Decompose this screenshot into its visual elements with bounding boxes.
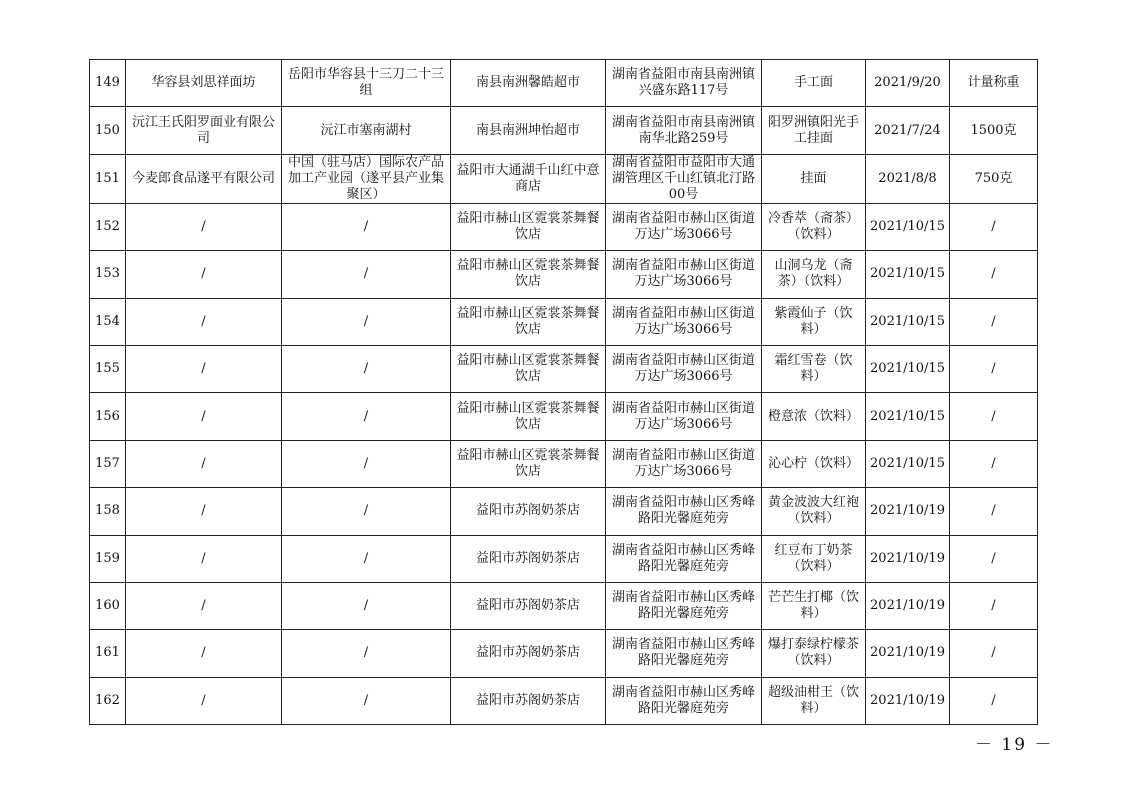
seller-address-cell: 湖南省益阳市赫山区秀峰路阳光馨庭苑旁	[606, 630, 762, 677]
row-number-cell: 154	[90, 298, 126, 345]
specification-cell: /	[950, 535, 1038, 582]
specification-cell: /	[950, 582, 1038, 629]
seller-address-cell: 湖南省益阳市南县南洲镇南华北路259号	[606, 107, 762, 154]
page-number: － 19 －	[975, 735, 1054, 755]
row-number-cell: 150	[90, 107, 126, 154]
table-row	[90, 154, 1038, 203]
seller-name-cell: 益阳市赫山区霓裳茶舞餐饮店	[451, 203, 606, 250]
product-name-cell: 冷香萃（斋茶）（饮料）	[762, 203, 866, 250]
seller-address-cell: 湖南省益阳市赫山区街道万达广场3066号	[606, 393, 762, 440]
table-row	[90, 107, 1038, 154]
table-row	[90, 582, 1038, 629]
product-name-cell: 芒芒生打椰（饮料）	[762, 582, 866, 629]
production-date-cell: 2021/10/19	[866, 535, 950, 582]
seller-address-cell: 湖南省益阳市赫山区街道万达广场3066号	[606, 440, 762, 487]
producer-address-cell: /	[282, 535, 451, 582]
product-name-cell: 红豆布丁奶茶（饮料）	[762, 535, 866, 582]
seller-address-cell: 湖南省益阳市赫山区秀峰路阳光馨庭苑旁	[606, 535, 762, 582]
producer-name-cell: /	[126, 488, 282, 535]
producer-address-cell: /	[282, 440, 451, 487]
specification-cell: 计量称重	[950, 60, 1038, 107]
row-number-cell: 156	[90, 393, 126, 440]
production-date-cell: 2021/10/15	[866, 345, 950, 392]
table-row	[90, 488, 1038, 535]
producer-name-cell: /	[126, 203, 282, 250]
producer-name-cell: /	[126, 582, 282, 629]
seller-address-cell: 湖南省益阳市赫山区街道万达广场3066号	[606, 345, 762, 392]
product-name-cell: 爆打泰绿柠檬茶（饮料）	[762, 630, 866, 677]
production-date-cell: 2021/9/20	[866, 60, 950, 107]
row-number-cell: 161	[90, 630, 126, 677]
producer-address-cell: 岳阳市华容县十三刀二十三组	[282, 60, 451, 107]
row-number-cell: 159	[90, 535, 126, 582]
producer-name-cell: /	[126, 677, 282, 724]
seller-name-cell: 益阳市赫山区霓裳茶舞餐饮店	[451, 345, 606, 392]
table-row	[90, 677, 1038, 724]
producer-name-cell: /	[126, 630, 282, 677]
table-row	[90, 440, 1038, 487]
seller-name-cell: 益阳市苏阁奶茶店	[451, 582, 606, 629]
production-date-cell: 2021/10/15	[866, 298, 950, 345]
product-name-cell: 阳罗洲镇阳光手工挂面	[762, 107, 866, 154]
specification-cell: /	[950, 440, 1038, 487]
seller-name-cell: 益阳市赫山区霓裳茶舞餐饮店	[451, 298, 606, 345]
producer-name-cell: /	[126, 345, 282, 392]
producer-address-cell: /	[282, 345, 451, 392]
producer-address-cell: /	[282, 630, 451, 677]
seller-name-cell: 益阳市赫山区霓裳茶舞餐饮店	[451, 393, 606, 440]
producer-name-cell: /	[126, 393, 282, 440]
seller-name-cell: 益阳市苏阁奶茶店	[451, 488, 606, 535]
producer-name-cell: 沅江王氏阳罗面业有限公司	[126, 107, 282, 154]
specification-cell: 750克	[950, 154, 1038, 203]
production-date-cell: 2021/10/19	[866, 488, 950, 535]
specification-cell: /	[950, 345, 1038, 392]
production-date-cell: 2021/10/19	[866, 630, 950, 677]
product-name-cell: 橙意浓（饮料）	[762, 393, 866, 440]
table-row	[90, 630, 1038, 677]
producer-name-cell: /	[126, 251, 282, 298]
row-number-cell: 155	[90, 345, 126, 392]
production-date-cell: 2021/10/15	[866, 393, 950, 440]
production-date-cell: 2021/10/19	[866, 582, 950, 629]
product-name-cell: 霜红雪卷（饮料）	[762, 345, 866, 392]
seller-address-cell: 湖南省益阳市赫山区秀峰路阳光馨庭苑旁	[606, 488, 762, 535]
producer-name-cell: 华容县刘思祥面坊	[126, 60, 282, 107]
seller-name-cell: 益阳市赫山区霓裳茶舞餐饮店	[451, 440, 606, 487]
table-row	[90, 60, 1038, 107]
table-row	[90, 345, 1038, 392]
table-row	[90, 298, 1038, 345]
production-date-cell: 2021/10/15	[866, 440, 950, 487]
producer-address-cell: /	[282, 582, 451, 629]
producer-address-cell: 中国（驻马店）国际农产品加工产业园（遂平县产业集聚区）	[282, 154, 451, 203]
product-name-cell: 手工面	[762, 60, 866, 107]
table-row	[90, 393, 1038, 440]
seller-name-cell: 南县南洲坤怡超市	[451, 107, 606, 154]
producer-address-cell: /	[282, 393, 451, 440]
seller-address-cell: 湖南省益阳市赫山区街道万达广场3066号	[606, 251, 762, 298]
producer-name-cell: /	[126, 440, 282, 487]
row-number-cell: 162	[90, 677, 126, 724]
seller-name-cell: 益阳市苏阁奶茶店	[451, 535, 606, 582]
product-name-cell: 山洞乌龙（斋茶）（饮料）	[762, 251, 866, 298]
table-row	[90, 251, 1038, 298]
seller-address-cell: 湖南省益阳市益阳市大通湖管理区千山红镇北汀路00号	[606, 154, 762, 203]
seller-name-cell: 益阳市苏阁奶茶店	[451, 677, 606, 724]
producer-name-cell: /	[126, 298, 282, 345]
row-number-cell: 160	[90, 582, 126, 629]
product-name-cell: 紫霞仙子（饮料）	[762, 298, 866, 345]
producer-address-cell: /	[282, 488, 451, 535]
row-number-cell: 153	[90, 251, 126, 298]
specification-cell: /	[950, 203, 1038, 250]
seller-name-cell: 南县南洲馨皓超市	[451, 60, 606, 107]
table-body	[90, 60, 1038, 725]
row-number-cell: 152	[90, 203, 126, 250]
production-date-cell: 2021/10/15	[866, 251, 950, 298]
specification-cell: /	[950, 630, 1038, 677]
row-number-cell: 151	[90, 154, 126, 203]
production-date-cell: 2021/7/24	[866, 107, 950, 154]
producer-name-cell: 今麦郎食品遂平有限公司	[126, 154, 282, 203]
seller-address-cell: 湖南省益阳市南县南洲镇兴盛东路117号	[606, 60, 762, 107]
product-name-cell: 黄金波波大红袍（饮料）	[762, 488, 866, 535]
seller-name-cell: 益阳市苏阁奶茶店	[451, 630, 606, 677]
producer-address-cell: /	[282, 298, 451, 345]
row-number-cell: 157	[90, 440, 126, 487]
specification-cell: 1500克	[950, 107, 1038, 154]
table-row	[90, 203, 1038, 250]
seller-address-cell: 湖南省益阳市赫山区街道万达广场3066号	[606, 298, 762, 345]
specification-cell: /	[950, 393, 1038, 440]
specification-cell: /	[950, 488, 1038, 535]
seller-address-cell: 湖南省益阳市赫山区秀峰路阳光馨庭苑旁	[606, 582, 762, 629]
producer-name-cell: /	[126, 535, 282, 582]
product-name-cell: 沁心柠（饮料）	[762, 440, 866, 487]
producer-address-cell: /	[282, 677, 451, 724]
specification-cell: /	[950, 677, 1038, 724]
production-date-cell: 2021/8/8	[866, 154, 950, 203]
production-date-cell: 2021/10/15	[866, 203, 950, 250]
seller-name-cell: 益阳市赫山区霓裳茶舞餐饮店	[451, 251, 606, 298]
producer-address-cell: 沅江市塞南湖村	[282, 107, 451, 154]
specification-cell: /	[950, 298, 1038, 345]
table-row	[90, 535, 1038, 582]
product-name-cell: 挂面	[762, 154, 866, 203]
seller-address-cell: 湖南省益阳市赫山区秀峰路阳光馨庭苑旁	[606, 677, 762, 724]
seller-address-cell: 湖南省益阳市赫山区街道万达广场3066号	[606, 203, 762, 250]
sampling-results-table	[89, 59, 1038, 725]
product-name-cell: 超级油柑王（饮料）	[762, 677, 866, 724]
production-date-cell: 2021/10/19	[866, 677, 950, 724]
row-number-cell: 149	[90, 60, 126, 107]
producer-address-cell: /	[282, 203, 451, 250]
specification-cell: /	[950, 251, 1038, 298]
seller-name-cell: 益阳市大通湖千山红中意商店	[451, 154, 606, 203]
row-number-cell: 158	[90, 488, 126, 535]
producer-address-cell: /	[282, 251, 451, 298]
